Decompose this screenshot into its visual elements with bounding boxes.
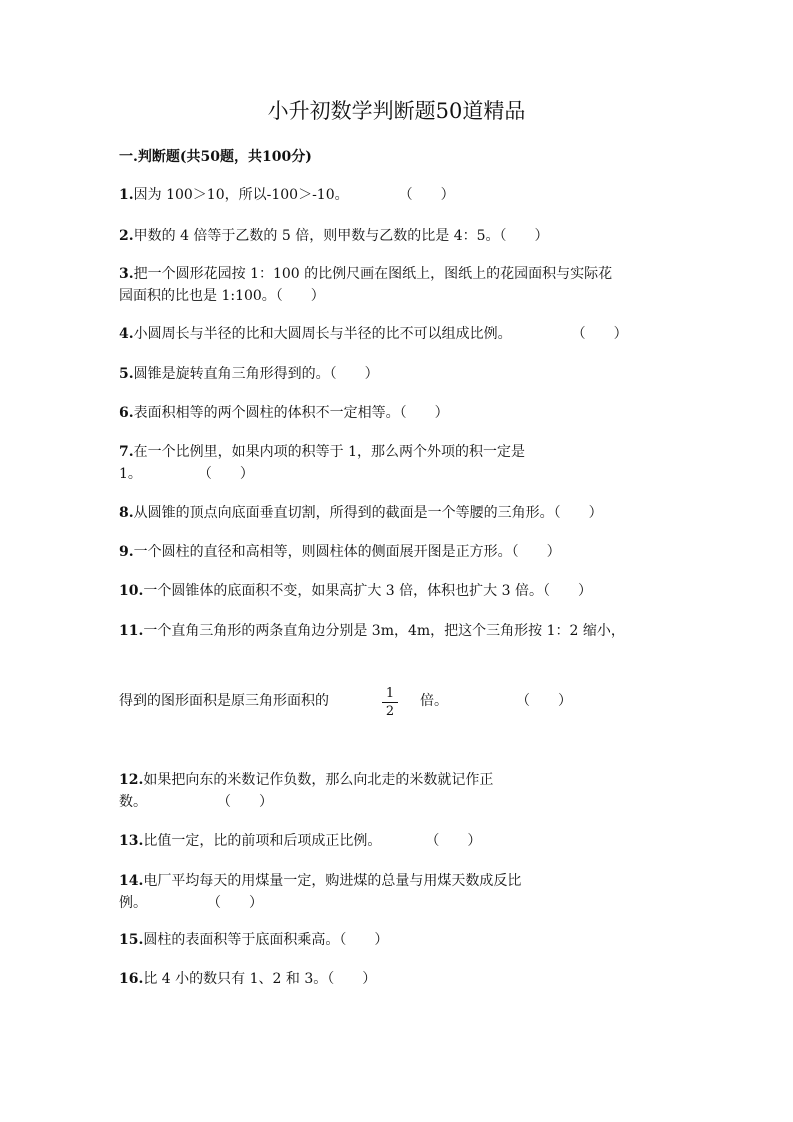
question-text-line2: 例。 [119,895,147,911]
question-text: 小圆周长与半径的比和大圆周长与半径的比不可以组成比例。 [133,326,512,342]
question-text: 把一个圆形花园按 1：100 的比例尺画在图纸上，图纸上的花园面积与实际花 [133,266,613,282]
question-text: 甲数的 4 倍等于乙数的 5 倍，则甲数与乙数的比是 4：5。 [133,228,500,244]
question-7 [119,441,694,485]
question-number: 15. [119,932,144,948]
question-11-continuation [119,688,329,714]
question-9 [119,541,694,563]
answer-bracket[interactable]: （ ） [197,466,254,482]
answer-bracket[interactable]: （ ） [571,326,628,342]
question-number: 1. [119,187,134,203]
fraction-denominator: 2 [385,704,395,719]
question-12 [119,769,694,813]
answer-bracket[interactable]: （ ） [329,366,379,382]
question-text-line2: 1。 [119,466,142,482]
answer-bracket[interactable]: （ ） [553,505,603,521]
question-text-line2: 得到的图形面积是原三角形面积的 [119,693,329,709]
question-number: 5. [119,366,134,382]
question-11-tail [420,688,572,714]
answer-bracket[interactable]: （ ） [398,187,455,203]
question-text: 如果把向东的米数记作负数，那么向北走的米数就记作正 [143,772,494,788]
question-text: 圆锥是旋转直角三角形得到的。 [133,366,330,382]
question-13 [119,830,694,852]
question-text: 电厂平均每天的用煤量一定，购进煤的总量与用煤天数成反比 [143,873,522,889]
question-1 [119,184,694,206]
question-number: 3. [119,266,134,282]
question-16 [119,968,694,990]
answer-bracket[interactable]: （ ） [327,971,377,987]
answer-bracket[interactable]: （ ） [511,544,561,560]
question-14 [119,870,694,914]
question-number: 10. [119,583,144,599]
answer-bracket[interactable]: （ ） [542,583,592,599]
question-text: 一个圆柱的直径和高相等，则圆柱体的侧面展开图是正方形。 [133,544,512,560]
question-text: 表面积相等的两个圆柱的体积不一定相等。 [133,405,400,421]
fraction-bar [382,702,398,703]
question-number: 13. [119,833,144,849]
question-2 [119,225,694,247]
question-number: 9. [119,544,134,560]
question-11 [119,620,694,642]
question-number: 6. [119,405,134,421]
page-title: 小升初数学判断题50道精品 [267,99,526,123]
answer-bracket[interactable]: （ ） [217,794,273,810]
fraction [382,686,398,719]
question-15 [119,929,694,951]
question-number: 7. [119,444,134,460]
fraction-numerator: 1 [385,686,395,701]
question-6 [119,402,694,424]
question-text: 因为 100＞10，所以-100＞-10。 [133,187,349,203]
question-text: 在一个比例里，如果内项的积等于 1，那么两个外项的积一定是 [133,444,525,460]
question-text: 一个圆锥体的底面积不变，如果高扩大 3 倍，体积也扩大 3 倍。 [143,583,543,599]
question-5 [119,363,694,385]
question-text: 一个直角三角形的两条直角边分别是 3m，4m，把这个三角形按 1：2 缩小， [143,623,625,639]
question-number: 14. [119,873,144,889]
answer-bracket[interactable]: （ ） [207,895,263,911]
question-text: 从圆锥的顶点向底面垂直切割，所得到的截面是一个等腰的三角形。 [133,505,554,521]
question-number: 12. [119,772,144,788]
question-text: 比 4 小的数只有 1、2 和 3。 [143,971,328,987]
question-text: 圆柱的表面积等于底面积乘高。 [143,932,340,948]
question-text-line2: 数。 [119,794,147,810]
question-3 [119,263,694,307]
answer-bracket[interactable]: （ ） [275,288,325,304]
answer-bracket[interactable]: （ ） [499,228,549,244]
question-text-tail: 倍。 [420,693,448,709]
question-10 [119,580,694,602]
question-text-line2: 园面积的比也是 1:100。 [119,288,276,304]
question-number: 4. [119,326,134,342]
answer-bracket[interactable]: （ ） [516,693,572,709]
question-number: 16. [119,971,144,987]
question-8 [119,502,694,524]
section-heading: 一.判断题(共50题，共100分) [119,149,312,165]
answer-bracket[interactable]: （ ） [399,405,449,421]
question-number: 8. [119,505,134,521]
answer-bracket[interactable]: （ ） [339,932,389,948]
question-number: 11. [119,623,144,639]
question-text: 比值一定，比的前项和后项成正比例。 [143,833,382,849]
question-4 [119,323,694,345]
question-number: 2. [119,228,134,244]
answer-bracket[interactable]: （ ） [425,833,482,849]
